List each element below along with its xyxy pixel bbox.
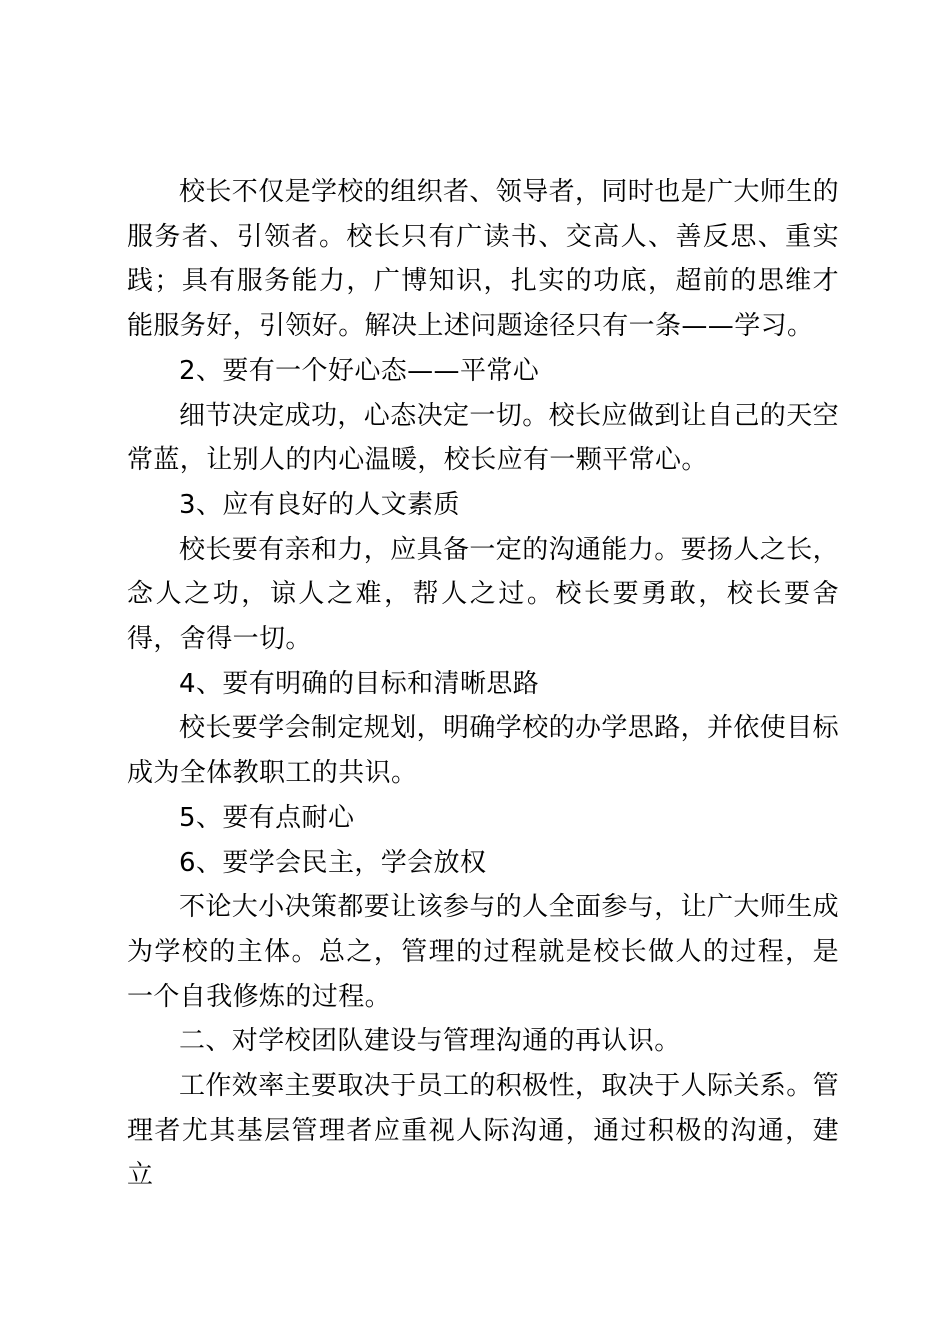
heading-3-humanistic-quality: 3、应有良好的人文素质: [179, 489, 460, 520]
paragraph-work-efficiency: 工作效率主要取决于员工的积极性，取决于人际关系。管理者尤其基层管理者应重视人际沟通，通过积极的沟通，建立: [127, 1071, 840, 1191]
heading-5-patience: 5、要有点耐心: [179, 802, 355, 833]
paragraph-participation: 不论大小决策都要让该参与的人全面参与，让广大师生成为学校的主体。总之，管理的过程就是校长做人的过程，是一个自我修炼的过程。: [127, 892, 840, 1012]
heading-6-democracy: 6、要学会民主，学会放权: [179, 847, 487, 878]
heading-4-clear-goals: 4、要有明确的目标和清晰思路: [179, 668, 540, 699]
document-page: [127, 170, 839, 1198]
paragraph-mindset: 细节决定成功，心态决定一切。校长应做到让自己的天空常蓝，让别人的内心温暖，校长应有一颗平常心。: [127, 400, 840, 476]
heading-section-2-team-building: 二、对学校团队建设与管理沟通的再认识。: [179, 1026, 681, 1057]
paragraph-affinity: 校长要有亲和力，应具备一定的沟通能力。要扬人之长，念人之功，谅人之难，帮人之过。校长要勇敢，校长要舍得，舍得一切。: [127, 534, 840, 655]
heading-2-good-mindset: 2、要有一个好心态——平常心: [179, 355, 540, 386]
paragraph-planning: 校长要学会制定规划，明确学校的办学思路，并依使目标成为全体教职工的共识。: [127, 713, 840, 789]
paragraph-principal-role: 校长不仅是学校的组织者、领导者，同时也是广大师生的服务者、引领者。校长只有广读书、交高人、善反思、重实践；具有服务能力，广博知识，扎实的功底，超前的思维才能服务好，引领好。解决上述问题途径只有一条——学习。: [127, 177, 840, 342]
